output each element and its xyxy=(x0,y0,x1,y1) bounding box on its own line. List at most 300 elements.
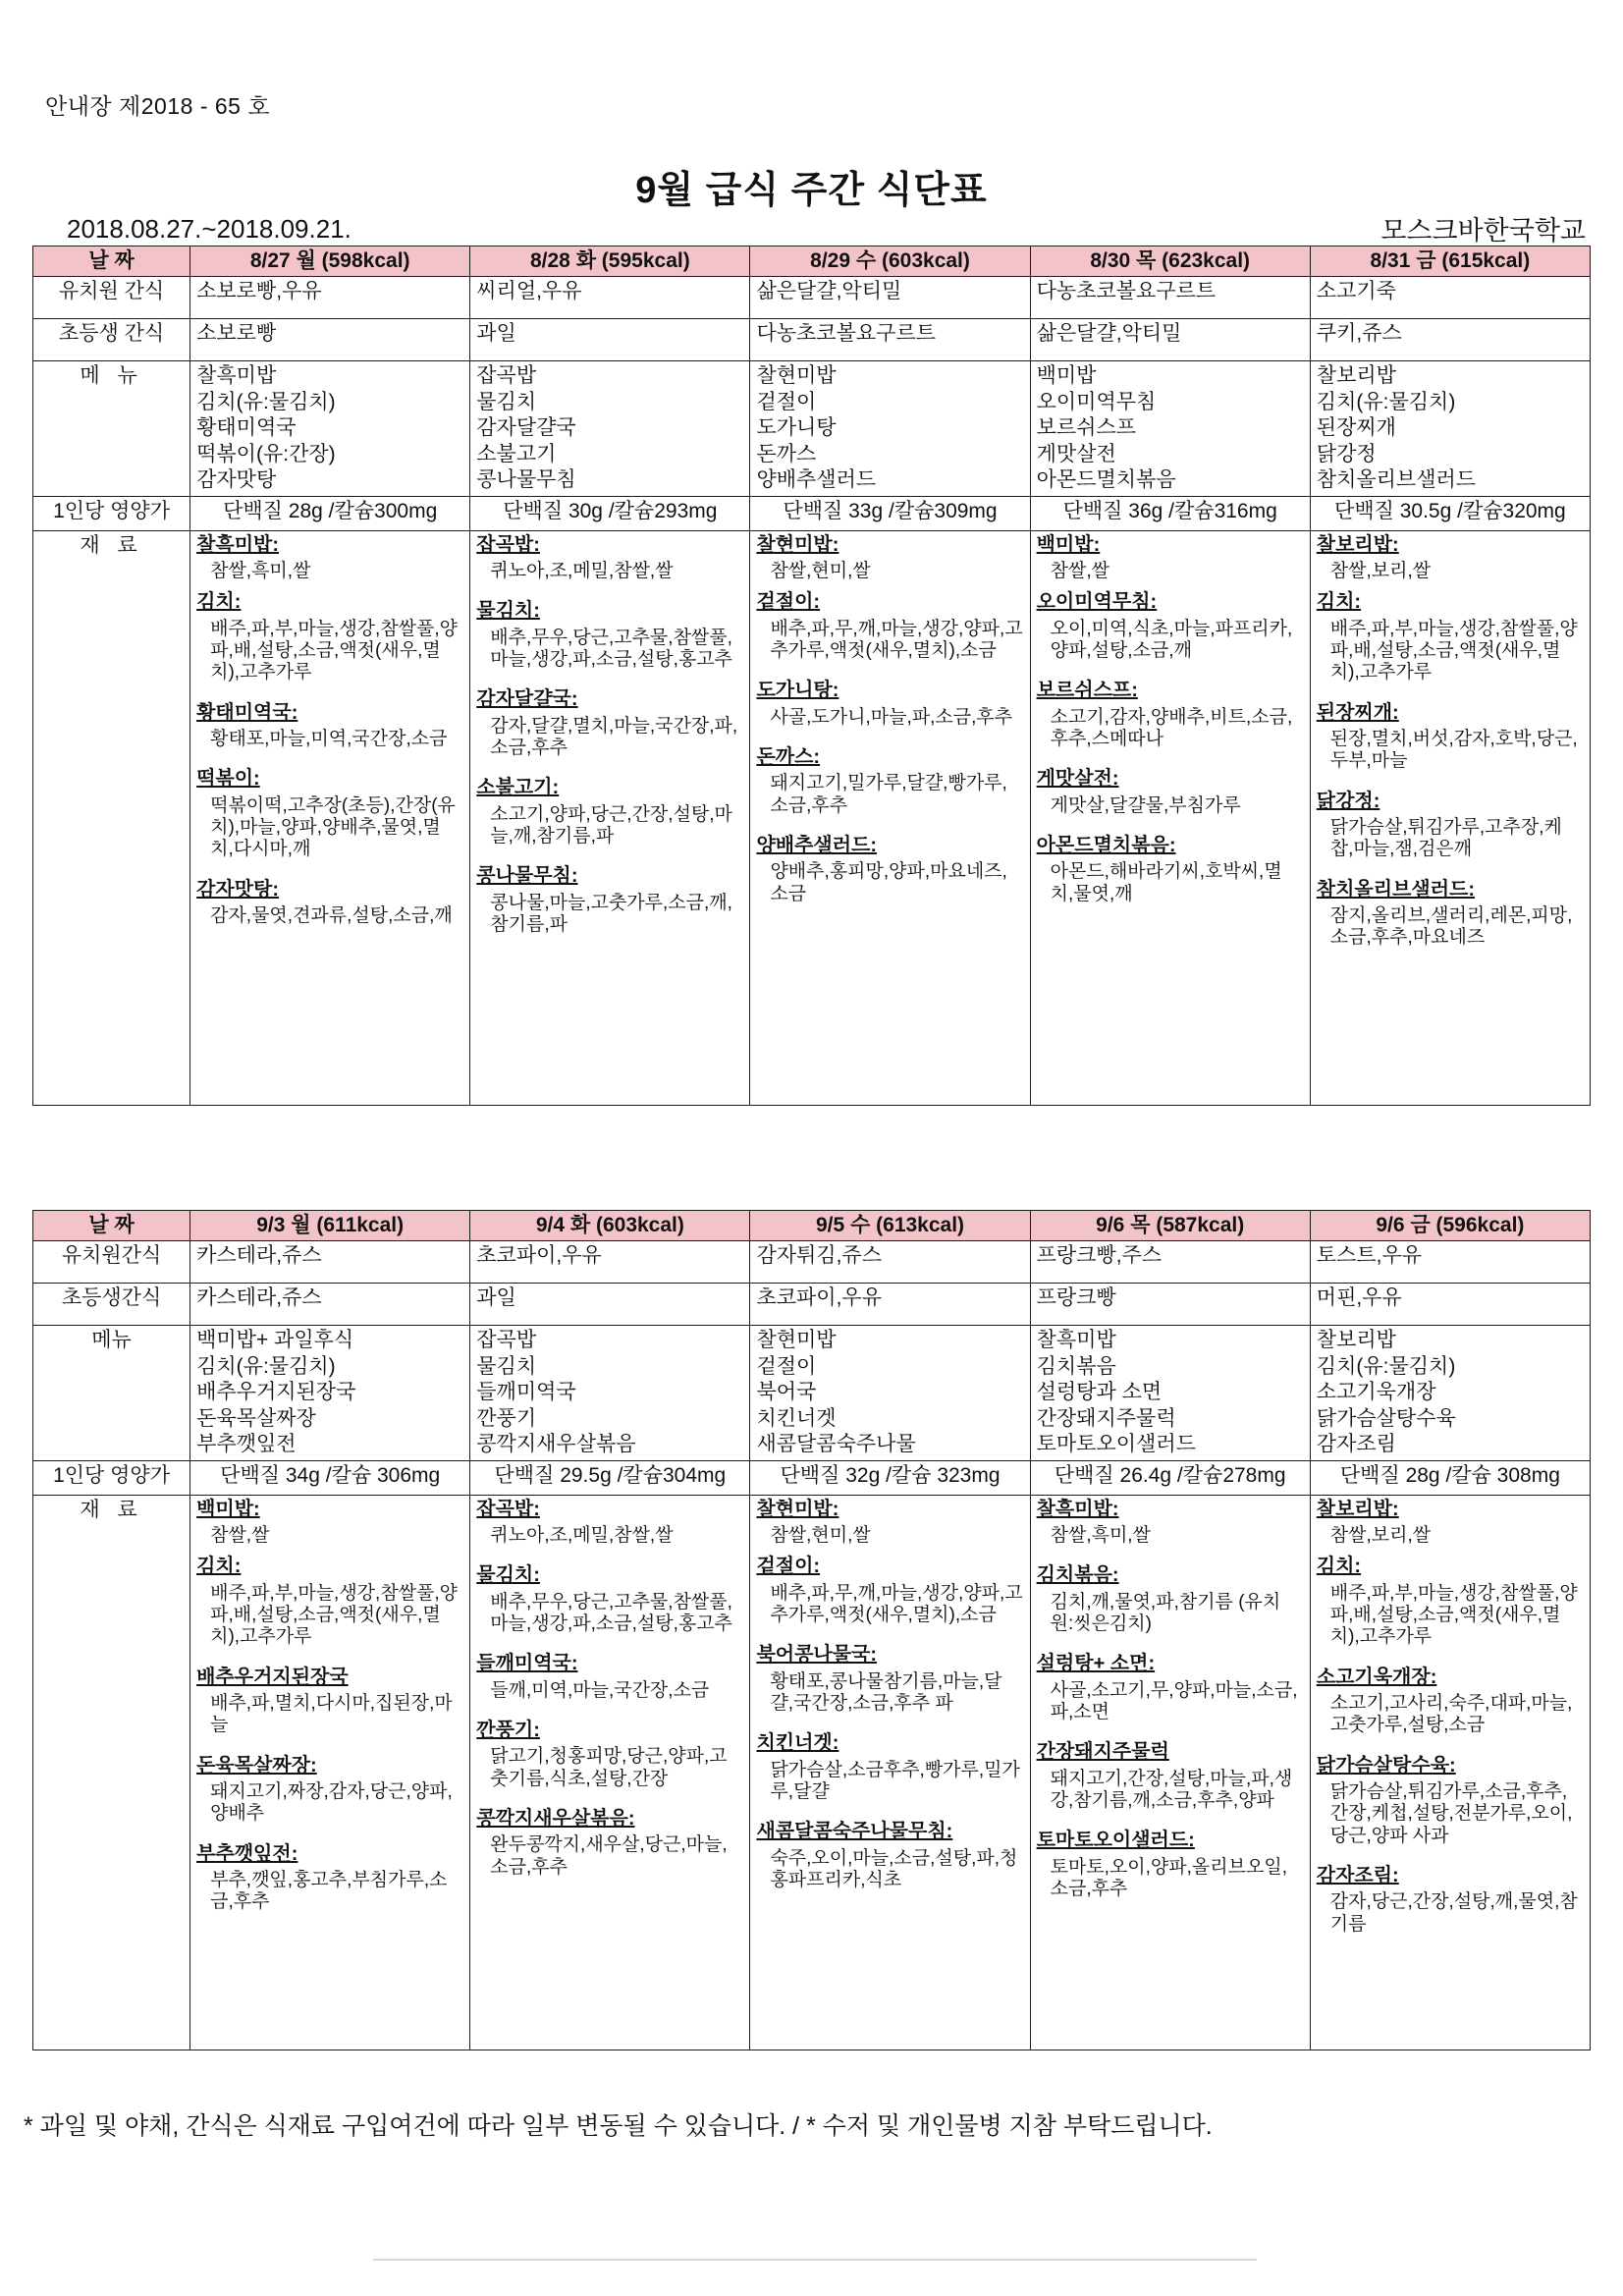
ingredient-block xyxy=(1317,590,1584,683)
nutrition-day-5: 단백질 30.5g /칼슘320mg xyxy=(1310,496,1590,530)
ingredient-item-list: 숙주,오이,마늘,소금,설탕,파,청홍파프리카,식초 xyxy=(770,1847,1018,1890)
ingredient-block xyxy=(476,1563,743,1635)
nutrition-day-3: 단백질 32g /칼슘 323mg xyxy=(750,1460,1030,1495)
menu-item: 김치(유:물김치) xyxy=(1316,1354,1456,1378)
nutrition-day-1: 단백질 28g /칼슘300mg xyxy=(190,496,470,530)
ingredient-item-list: 참쌀,흑미,쌀 xyxy=(210,560,311,581)
menu-item: 콩나물무침 xyxy=(476,468,576,492)
ingredient-item-list: 들깨,미역,마늘,국간장,소금 xyxy=(490,1679,710,1701)
menu-item: 부추깻잎전 xyxy=(196,1433,297,1456)
ingredient-item-list: 아몬드,해바라기씨,호박씨,멸치,물엿,깨 xyxy=(1050,861,1282,904)
ingredient-block xyxy=(1037,533,1304,583)
kinder-snack-1: 소보로빵,우유 xyxy=(190,277,470,319)
ingredient-block xyxy=(756,1731,1023,1803)
ingredient-item-list: 황태포,마늘,미역,국간장,소금 xyxy=(210,728,448,749)
nutrition-day-3: 단백질 33g /칼슘309mg xyxy=(750,496,1030,530)
ingredient-spacer xyxy=(756,825,1023,834)
ingredient-dish-name: 백미밥: xyxy=(1036,533,1101,556)
menu-item: 찰현미밥 xyxy=(756,364,837,388)
menu-item: 감자맛탕 xyxy=(196,468,277,492)
ingredient-dish-name: 겉절이: xyxy=(756,1556,821,1578)
ingredient-item-list: 토마토,오이,양파,올리브오일,소금,후추 xyxy=(1050,1856,1287,1899)
menu-item: 떡볶이(유:간장) xyxy=(196,442,336,465)
header-date-label: 날 짜 xyxy=(33,246,190,277)
header-day-2: 8/28 화 (595kcal) xyxy=(470,246,750,277)
elem-snack-5: 쿠키,쥬스 xyxy=(1310,319,1590,361)
row-label-menu: 메뉴 xyxy=(33,1326,190,1460)
menu-item: 백미밥 xyxy=(1036,364,1097,388)
ingredient-item-list: 배추,파,멸치,다시마,집된장,마늘 xyxy=(210,1692,453,1736)
ingredient-dish-name: 닭가슴살탕수육: xyxy=(1316,1754,1456,1777)
header-day-2: 9/4 화 (603kcal) xyxy=(470,1211,750,1241)
kinder-snack-5: 소고기죽 xyxy=(1310,277,1590,319)
ingredient-spacer xyxy=(1317,1855,1584,1864)
ingredients-day-1 xyxy=(190,530,470,1105)
ingredient-dish-name: 떡볶이: xyxy=(196,768,260,791)
ingredient-dish-name: 찰흑미밥: xyxy=(196,533,280,556)
bottom-divider xyxy=(373,2259,1257,2261)
menu-item: 참치올리브샐러드 xyxy=(1316,468,1477,492)
ingredient-spacer xyxy=(196,692,463,701)
menu-item: 게맛살전 xyxy=(1036,442,1116,465)
menu-item: 찰현미밥 xyxy=(756,1329,837,1352)
menu-item: 닭가슴살탕수육 xyxy=(1316,1406,1456,1430)
menu-item: 찰보리밥 xyxy=(1316,364,1396,388)
ingredient-item-list: 퀴노아,조,메밀,참쌀,쌀 xyxy=(490,1524,674,1546)
menu-item: 백미밥+ 과일후식 xyxy=(196,1329,354,1352)
ingredient-dish-name: 황태미역국: xyxy=(196,701,298,724)
ingredient-item-list: 참쌀,쌀 xyxy=(210,1524,270,1546)
ingredient-block xyxy=(756,1555,1023,1626)
table-row-header xyxy=(33,246,1591,277)
table-row-elem-snack xyxy=(33,1284,1591,1326)
ingredient-block xyxy=(476,1652,743,1702)
ingredient-spacer xyxy=(1317,869,1584,878)
ingredients-day-4 xyxy=(1030,1495,1310,2050)
table-row-ingredients xyxy=(33,530,1591,1105)
menu-day-2 xyxy=(470,361,750,496)
menu-day-5 xyxy=(1310,1326,1590,1460)
row-label-kinder-snack: 유치원간식 xyxy=(33,1241,190,1284)
ingredient-block xyxy=(476,687,743,759)
ingredient-block xyxy=(476,776,743,847)
ingredient-block xyxy=(1037,834,1304,905)
ingredient-item-list: 김치,깨,물엿,파,참기름 (유치원:씻은김치) xyxy=(1050,1591,1281,1634)
menu-item: 새콤달콤숙주나물 xyxy=(756,1433,916,1456)
ingredient-block xyxy=(1037,1563,1304,1635)
ingredient-dish-name: 콩깍지새우살볶음: xyxy=(476,1807,635,1830)
table-row-kinder-snack xyxy=(33,1241,1591,1284)
ingredient-block xyxy=(196,533,463,583)
ingredient-spacer xyxy=(1317,1657,1584,1666)
ingredient-item-list: 참쌀,보리,쌀 xyxy=(1329,560,1432,581)
menu-day-3 xyxy=(750,361,1030,496)
header-day-5: 9/6 금 (596kcal) xyxy=(1310,1211,1590,1241)
ingredient-block xyxy=(196,1498,463,1548)
ingredient-item-list: 돼지고기,짜장,감자,당근,양파,양배추 xyxy=(210,1780,453,1825)
table-row-kinder-snack xyxy=(33,277,1591,319)
ingredient-dish-name: 물김치: xyxy=(476,600,540,623)
ingredient-block xyxy=(1317,1666,1584,1737)
ingredient-block xyxy=(1037,679,1304,750)
ingredient-item-list: 소고기,감자,양배추,비트,소금,후추,스메따나 xyxy=(1050,706,1293,749)
ingredient-spacer xyxy=(1037,758,1304,767)
table-row-nutrition xyxy=(33,496,1591,530)
menu-item: 김치볶음 xyxy=(1036,1354,1116,1378)
ingredient-block xyxy=(1037,1740,1304,1812)
ingredients-day-5 xyxy=(1310,1495,1590,2050)
menu-item: 소고기욱개장 xyxy=(1316,1381,1436,1404)
menu-item: 배추우거지된장국 xyxy=(196,1381,356,1404)
nutrition-day-4: 단백질 36g /칼슘316mg xyxy=(1030,496,1310,530)
ingredient-item-list: 참쌀,현미,쌀 xyxy=(770,560,871,581)
ingredient-dish-name: 돈육목살짜장: xyxy=(196,1754,317,1777)
menu-item: 들깨미역국 xyxy=(476,1381,576,1404)
ingredient-spacer xyxy=(756,1811,1023,1820)
ingredient-dish-name: 참치올리브샐러드: xyxy=(1316,878,1476,901)
menu-item: 양배추샐러드 xyxy=(756,468,877,492)
ingredient-spacer xyxy=(196,1657,463,1666)
menu-item: 물김치 xyxy=(476,390,537,413)
ingredient-dish-name: 콩나물무침: xyxy=(476,865,578,888)
ingredient-item-list: 배추,무우,당근,고추물,참쌀풀,마늘,생강,파,소금,설탕,홍고추 xyxy=(490,1591,732,1634)
ingredient-dish-name: 소고기욱개장: xyxy=(1316,1666,1437,1688)
ingredient-block xyxy=(1317,790,1584,861)
ingredient-block xyxy=(196,590,463,683)
menu-day-3 xyxy=(750,1326,1030,1460)
menu-day-1 xyxy=(190,361,470,496)
menu-item: 깐풍기 xyxy=(476,1406,537,1430)
page-title: 9월 급식 주간 식단표 xyxy=(635,170,988,211)
header-day-5: 8/31 금 (615kcal) xyxy=(1310,246,1590,277)
date-range: 2018.08.27.~2018.09.21. xyxy=(67,214,352,244)
table-row-elem-snack xyxy=(33,319,1591,361)
elem-snack-4: 프랑크빵 xyxy=(1030,1284,1310,1326)
kinder-snack-5: 토스트,우유 xyxy=(1310,1241,1590,1284)
ingredient-dish-name: 감자조림: xyxy=(1316,1865,1399,1887)
ingredient-block xyxy=(196,878,463,928)
ingredient-block xyxy=(1317,878,1584,950)
ingredient-dish-name: 보르쉬스프: xyxy=(1036,680,1138,702)
ingredient-dish-name: 들깨미역국: xyxy=(476,1653,578,1675)
ingredient-item-list: 배주,파,부,마늘,생강,참쌀풀,양파,배,설탕,소금,액젓(새우,멸치),고추가루 xyxy=(1329,1582,1578,1648)
ingredient-item-list: 닭가슴살,소금후추,빵가루,밀가루,달걀 xyxy=(770,1759,1020,1802)
header-day-4: 9/6 목 (587kcal) xyxy=(1030,1211,1310,1241)
ingredient-dish-name: 치킨너겟: xyxy=(756,1732,839,1755)
ingredient-item-list: 게맛살,달걀물,부침가루 xyxy=(1050,794,1241,816)
ingredient-dish-name: 양배추샐러드: xyxy=(756,834,878,856)
ingredient-spacer xyxy=(476,590,743,599)
ingredient-item-list: 황태포,콩나물참기름,마늘,달걀,국간장,소금,후추 파 xyxy=(770,1670,1002,1714)
ingredient-dish-name: 닭강정: xyxy=(1316,790,1380,812)
ingredient-dish-name: 찰보리밥: xyxy=(1316,1498,1399,1520)
ingredients-day-3 xyxy=(750,530,1030,1105)
ingredient-block xyxy=(476,1719,743,1790)
ingredient-spacer xyxy=(1037,1820,1304,1829)
menu-item: 황태미역국 xyxy=(196,416,297,440)
menu-item: 돈육목살짜장 xyxy=(196,1406,316,1430)
ingredient-item-list: 돼지고기,밀가루,달걀,빵가루,소금,후추 xyxy=(770,773,1007,816)
ingredient-spacer xyxy=(476,1798,743,1807)
ingredient-block xyxy=(1037,1498,1304,1548)
ingredient-block xyxy=(1037,1829,1304,1900)
menu-item: 보르쉬스프 xyxy=(1036,416,1137,440)
ingredient-spacer xyxy=(476,767,743,776)
ingredient-spacer xyxy=(1317,1745,1584,1754)
ingredient-item-list: 퀴노아,조,메밀,참쌀,쌀 xyxy=(490,560,674,581)
menu-item: 겉절이 xyxy=(756,390,817,413)
elem-snack-2: 과일 xyxy=(470,1284,750,1326)
ingredients-day-3 xyxy=(750,1495,1030,2050)
ingredient-block xyxy=(1317,1555,1584,1648)
menu-day-5 xyxy=(1310,361,1590,496)
weekly-menu-table-week1 xyxy=(32,246,1591,1106)
ingredient-item-list: 사골,도가니,마늘,파,소금,후추 xyxy=(770,706,1013,728)
row-label-elem-snack: 초등생 간식 xyxy=(33,319,190,361)
ingredients-day-4 xyxy=(1030,530,1310,1105)
ingredient-item-list: 완두콩깍지,새우살,당근,마늘,소금,후추 xyxy=(490,1834,728,1878)
ingredient-dish-name: 찰흑미밥: xyxy=(1036,1498,1119,1520)
nutrition-day-4: 단백질 26.4g /칼슘278mg xyxy=(1030,1460,1310,1495)
menu-item: 치킨너겟 xyxy=(756,1406,837,1430)
header-day-1: 9/3 월 (611kcal) xyxy=(190,1211,470,1241)
ingredient-item-list: 부추,깻잎,홍고추,부침가루,소금,후추 xyxy=(210,1869,448,1913)
header-day-3: 8/29 수 (603kcal) xyxy=(750,246,1030,277)
elem-snack-4: 삶은달걀,악티밀 xyxy=(1030,319,1310,361)
ingredient-item-list: 떡볶이떡,고추장(초등),간장(유치),마늘,양파,양배추,물엿,멸치,다시마,깨 xyxy=(210,794,456,860)
ingredient-dish-name: 김치: xyxy=(196,1556,242,1578)
table-row-menu xyxy=(33,1326,1591,1460)
row-label-menu: 메 뉴 xyxy=(33,361,190,496)
ingredient-dish-name: 잡곡밥: xyxy=(476,533,540,556)
menu-item: 잡곡밥 xyxy=(476,364,537,388)
ingredient-spacer xyxy=(1317,781,1584,790)
ingredient-dish-name: 감자달걀국: xyxy=(476,688,578,711)
menu-item: 콩깍지새우살볶음 xyxy=(476,1433,636,1456)
ingredient-block xyxy=(1317,1498,1584,1548)
menu-day-2 xyxy=(470,1326,750,1460)
row-label-ingredients: 재 료 xyxy=(33,530,190,1105)
ingredient-dish-name: 돈까스: xyxy=(756,745,821,768)
ingredient-spacer xyxy=(476,1710,743,1719)
ingredients-day-1 xyxy=(190,1495,470,2050)
ingredient-dish-name: 김치: xyxy=(1316,591,1362,614)
ingredient-dish-name: 소불고기: xyxy=(476,777,560,799)
nutrition-day-1: 단백질 34g /칼슘 306mg xyxy=(190,1460,470,1495)
ingredient-block xyxy=(1317,701,1584,773)
ingredient-item-list: 참쌀,쌀 xyxy=(1050,560,1109,581)
ingredient-dish-name: 도가니탕: xyxy=(756,680,839,702)
table-row-menu xyxy=(33,361,1591,496)
ingredient-spacer xyxy=(1037,670,1304,679)
menu-item: 간장돼지주물럭 xyxy=(1036,1406,1176,1430)
nutrition-day-2: 단백질 29.5g /칼슘304mg xyxy=(470,1460,750,1495)
header-date-label: 날 짜 xyxy=(33,1211,190,1241)
ingredient-spacer xyxy=(1037,825,1304,834)
ingredient-block xyxy=(756,745,1023,817)
elem-snack-1: 소보로빵 xyxy=(190,319,470,361)
ingredient-block xyxy=(476,533,743,583)
ingredient-spacer xyxy=(1037,1555,1304,1563)
ingredient-item-list: 배추,무우,당근,고추물,참쌀풀,마늘,생강,파,소금,설탕,홍고추 xyxy=(490,627,732,670)
ingredient-dish-name: 백미밥: xyxy=(196,1498,260,1520)
menu-day-4 xyxy=(1030,361,1310,496)
row-label-nutrition: 1인당 영양가 xyxy=(33,1460,190,1495)
ingredient-item-list: 콩나물,마늘,고춧가루,소금,깨,참기름,파 xyxy=(490,892,732,935)
weekly-menu-table-week2 xyxy=(32,1210,1591,2050)
ingredient-spacer xyxy=(476,1555,743,1563)
ingredient-spacer xyxy=(1317,692,1584,701)
ingredient-dish-name: 토마토오이샐러드: xyxy=(1036,1830,1195,1852)
menu-item: 오이미역무침 xyxy=(1036,390,1157,413)
row-label-nutrition: 1인당 영양가 xyxy=(33,496,190,530)
ingredient-spacer xyxy=(196,758,463,767)
menu-item: 찰보리밥 xyxy=(1316,1329,1396,1352)
ingredient-item-list: 사골,소고기,무,양파,마늘,소금,파,소면 xyxy=(1050,1679,1298,1722)
ingredient-spacer xyxy=(476,1643,743,1652)
ingredient-spacer xyxy=(196,1833,463,1842)
ingredient-item-list: 배주,파,부,마늘,생강,참쌀풀,양파,배,설탕,소금,액젓(새우,멸치),고추가루 xyxy=(210,1582,459,1648)
ingredient-dish-name: 설렁탕+ 소면: xyxy=(1036,1653,1156,1675)
table-row-ingredients xyxy=(33,1495,1591,2050)
ingredient-dish-name: 된장찌개: xyxy=(1316,701,1399,724)
menu-item: 북어국 xyxy=(756,1381,817,1404)
menu-item: 겉절이 xyxy=(756,1354,817,1378)
ingredient-dish-name: 김치: xyxy=(196,591,242,614)
kinder-snack-4: 다농초코볼요구르트 xyxy=(1030,277,1310,319)
ingredient-dish-name: 잡곡밥: xyxy=(476,1498,540,1520)
elem-snack-2: 과일 xyxy=(470,319,750,361)
ingredient-block xyxy=(196,1666,463,1737)
header-day-1: 8/27 월 (598kcal) xyxy=(190,246,470,277)
ingredient-item-list: 배추,파,무,깨,마늘,생강,양파,고추가루,액젓(새우,멸치),소금 xyxy=(770,1582,1023,1625)
ingredient-item-list: 잠지,올리브,샐러리,레몬,피망,소금,후추,마요네즈 xyxy=(1329,904,1573,949)
ingredient-spacer xyxy=(756,670,1023,679)
ingredient-block xyxy=(756,834,1023,905)
menu-item: 김치(유:물김치) xyxy=(196,1354,336,1378)
row-label-elem-snack: 초등생간식 xyxy=(33,1284,190,1326)
ingredient-block xyxy=(1317,1754,1584,1847)
ingredient-block xyxy=(196,1555,463,1648)
menu-day-4 xyxy=(1030,1326,1310,1460)
kinder-snack-3: 감자튀김,쥬스 xyxy=(750,1241,1030,1284)
ingredient-dish-name: 게맛살전: xyxy=(1036,768,1119,791)
menu-item: 물김치 xyxy=(476,1354,537,1378)
table-row-nutrition xyxy=(33,1460,1591,1495)
ingredient-block xyxy=(1037,767,1304,817)
ingredient-block xyxy=(196,1842,463,1914)
elem-snack-3: 초코파이,우유 xyxy=(750,1284,1030,1326)
row-label-kinder-snack: 유치원 간식 xyxy=(33,277,190,319)
menu-item: 토마토오이샐러드 xyxy=(1036,1433,1196,1456)
ingredient-item-list: 오이,미역,식초,마늘,파프리카,양파,설탕,소금,깨 xyxy=(1050,618,1293,661)
menu-item: 감자조림 xyxy=(1316,1433,1396,1456)
ingredient-item-list: 배주,파,부,마늘,생강,참쌀풀,양파,배,설탕,소금,액젓(새우,멸치),고추가루 xyxy=(210,618,459,683)
ingredient-block xyxy=(196,767,463,860)
ingredient-item-list: 소고기,고사리,숙주,대파,마늘,고춧가루,설탕,소금 xyxy=(1329,1692,1573,1736)
elem-snack-3: 다농초코볼요구르트 xyxy=(750,319,1030,361)
ingredient-spacer xyxy=(1037,1643,1304,1652)
ingredient-dish-name: 찰현미밥: xyxy=(756,1498,839,1520)
kinder-snack-1: 카스테라,쥬스 xyxy=(190,1241,470,1284)
menu-item: 닭강정 xyxy=(1316,442,1377,465)
ingredient-item-list: 닭가슴살,튀김가루,고추장,케찹,마늘,잼,검은깨 xyxy=(1329,816,1562,860)
ingredient-dish-name: 물김치: xyxy=(476,1564,540,1587)
ingredient-spacer xyxy=(196,1745,463,1754)
ingredient-item-list: 감자,물엿,견과류,설탕,소금,깨 xyxy=(210,904,453,926)
menu-item: 김치(유:물김치) xyxy=(196,390,336,413)
menu-item: 돈까스 xyxy=(756,442,817,465)
ingredients-day-2 xyxy=(470,1495,750,2050)
header-day-4: 8/30 목 (623kcal) xyxy=(1030,246,1310,277)
ingredient-item-list: 참쌀,흑미,쌀 xyxy=(1050,1524,1151,1546)
menu-item: 김치(유:물김치) xyxy=(1316,390,1456,413)
menu-item: 찰흑미밥 xyxy=(1036,1329,1116,1352)
kinder-snack-2: 씨리얼,우유 xyxy=(470,277,750,319)
ingredient-dish-name: 부추깻잎전: xyxy=(196,1842,298,1865)
ingredient-block xyxy=(756,590,1023,662)
header-day-3: 9/5 수 (613kcal) xyxy=(750,1211,1030,1241)
menu-item: 감자달걀국 xyxy=(476,416,576,440)
ingredient-dish-name: 김치: xyxy=(1316,1556,1362,1578)
menu-item: 된장찌개 xyxy=(1316,416,1396,440)
ingredient-item-list: 닭고기,청홍피망,당근,양파,고춧기름,식초,설탕,간장 xyxy=(490,1746,728,1789)
ingredient-block xyxy=(756,1498,1023,1548)
ingredient-block xyxy=(756,1643,1023,1715)
ingredients-day-5 xyxy=(1310,530,1590,1105)
ingredient-dish-name: 깐풍기: xyxy=(476,1719,540,1741)
ingredient-item-list: 배추,파,무,깨,마늘,생강,양파,고추가루,액젓(새우,멸치),소금 xyxy=(770,618,1023,661)
ingredients-day-2 xyxy=(470,530,750,1105)
table-row-header xyxy=(33,1211,1591,1241)
ingredient-dish-name: 김치볶음: xyxy=(1036,1564,1119,1587)
kinder-snack-2: 초코파이,우유 xyxy=(470,1241,750,1284)
ingredient-dish-name: 찰보리밥: xyxy=(1316,533,1399,556)
ingredient-dish-name: 찰현미밥: xyxy=(756,533,839,556)
ingredient-item-list: 감자,당근,간장,설탕,깨,물엿,참기름 xyxy=(1329,1891,1578,1935)
ingredient-block xyxy=(756,1820,1023,1891)
ingredient-item-list: 감자,달걀,멸치,마늘,국간장,파,소금,후추 xyxy=(490,715,738,758)
ingredient-block xyxy=(756,679,1023,729)
ingredient-spacer xyxy=(1037,1731,1304,1740)
ingredient-block xyxy=(476,1498,743,1548)
ingredient-spacer xyxy=(476,679,743,687)
document-number: 안내장 제2018 - 65 호 xyxy=(45,93,271,119)
ingredient-dish-name: 겉절이: xyxy=(756,591,821,614)
ingredient-item-list: 닭가슴살,튀김가루,소금,후추,간장,케첩,설탕,전분가루,오이,당근,양파 사과 xyxy=(1329,1780,1573,1846)
ingredient-dish-name: 배추우거지된장국 xyxy=(196,1666,349,1688)
menu-item: 소불고기 xyxy=(476,442,557,465)
ingredient-block xyxy=(1317,533,1584,583)
ingredient-spacer xyxy=(196,869,463,878)
ingredient-dish-name: 아몬드멸치볶음: xyxy=(1036,834,1176,856)
ingredient-spacer xyxy=(756,737,1023,745)
nutrition-day-5: 단백질 28g /칼슘 308mg xyxy=(1310,1460,1590,1495)
ingredient-block xyxy=(1317,1864,1584,1936)
elem-snack-1: 카스테라,쥬스 xyxy=(190,1284,470,1326)
ingredient-spacer xyxy=(756,1634,1023,1643)
elem-snack-5: 머핀,우유 xyxy=(1310,1284,1590,1326)
kinder-snack-4: 프랑크빵,주스 xyxy=(1030,1241,1310,1284)
ingredient-dish-name: 감자맛탕: xyxy=(196,878,280,901)
ingredient-block xyxy=(1037,1652,1304,1723)
ingredient-dish-name: 새콤달콤숙주나물무침: xyxy=(756,1821,953,1843)
menu-day-1 xyxy=(190,1326,470,1460)
school-name: 모스크바한국학교 xyxy=(1380,216,1586,246)
menu-item: 찰흑미밥 xyxy=(196,364,277,388)
ingredient-dish-name: 오이미역무침: xyxy=(1036,591,1158,614)
ingredient-item-list: 참쌀,현미,쌀 xyxy=(770,1524,871,1546)
